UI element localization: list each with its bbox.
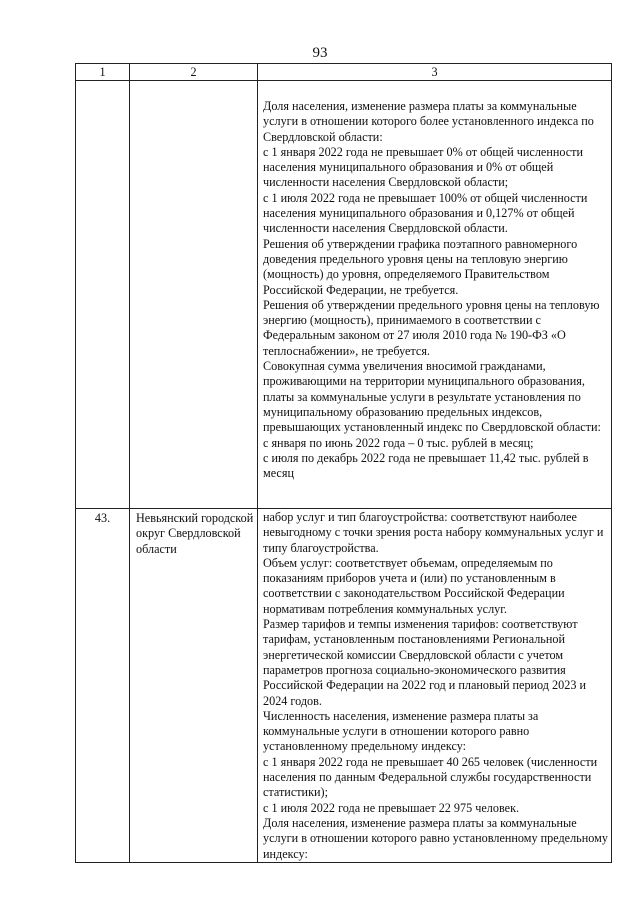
region-cell bbox=[130, 81, 258, 509]
paragraph: с 1 июля 2022 года не превышает 100% от общей численности населения муниципального образования и 0,127% от общей численности населения Свердловской области. bbox=[263, 190, 588, 236]
table-row bbox=[76, 509, 612, 863]
page-number: 93 bbox=[312, 45, 328, 61]
row-number-cell: 43. bbox=[76, 509, 130, 863]
description-cell bbox=[258, 81, 612, 509]
paragraph: Доля населения, изменение размера платы за коммунальные услуги в отношении которого равно установленному предельному индексу: bbox=[263, 815, 608, 861]
table-row bbox=[76, 81, 612, 509]
paragraph: Совокупная сумма увеличения вносимой гражданами, проживающими на территории муниципального образования, платы за коммунальные услуги в результате установления по муниципальному образованию предельных индексов, превышающих установленный индекс по Свердловской области: bbox=[263, 359, 601, 435]
column-header-3: 3 bbox=[258, 64, 612, 81]
paragraph: с 1 июля 2022 года не превышает 22 975 человек. bbox=[263, 800, 520, 815]
paragraph: Объем услуг: соответствует объемам, определяемым по показаниям приборов учета и (или) по установленным в соответствии с законодательством Российской Федерации нормативам потребления коммунальных услуг. bbox=[263, 555, 565, 616]
paragraph: с июля по декабрь 2022 года не превышает 11,42 тыс. рублей в месяц bbox=[263, 450, 589, 481]
paragraph: с января по июнь 2022 года – 0 тыс. рублей в месяц; bbox=[263, 435, 534, 450]
paragraph: с 1 января 2022 года не превышает 40 265 человек (численности населения по данным Федеральной службы государственности статистики); bbox=[263, 754, 598, 800]
paragraph: Численность населения, изменение размера платы за коммунальные услуги в отношении которого равно установленному предельному индексу: bbox=[263, 708, 539, 754]
column-header-2: 2 bbox=[130, 64, 258, 81]
description-cell bbox=[258, 509, 612, 863]
paragraph: Размер тарифов и темпы изменения тарифов: соответствуют тарифам, установленным постановлениями Региональной энергетической комиссии Свердловской области с учетом параметров прогноза социально-экономического развития Российской Федерации на 2022 год и плановый период 2023 и 2024 годов. bbox=[263, 617, 586, 708]
paragraph: Доля населения, изменение размера платы за коммунальные услуги в отношении которого более установленного индекса по Свердловской области: bbox=[263, 99, 594, 144]
column-header-1: 1 bbox=[76, 64, 130, 81]
row-number-cell bbox=[76, 81, 130, 509]
paragraph: с 1 января 2022 года не превышает 0% от общей численности населения муниципального образования и 0% от общей численности населения Свердловской области; bbox=[263, 144, 584, 190]
paragraph: Решения об утверждении предельного уровня цены на тепловую энергию (мощность), принимаемого в соответствии с Федеральным законом от 27 июля 2010 года № 190-ФЗ «О теплоснабжении», не требуется. bbox=[263, 297, 600, 358]
table-header-row bbox=[76, 64, 612, 81]
tariff-table bbox=[75, 63, 612, 863]
paragraph: Решения об утверждении графика поэтапного равномерного доведения предельного уровня цены на тепловую энергию (мощность) до уровня, определяемого Правительством Российской Федерации, не требуется. bbox=[263, 236, 578, 297]
paragraph: набор услуг и тип благоустройства: соответствуют наиболее невыгодному с точки зрения роста набору коммунальных услуг и типу благоустройства. bbox=[263, 510, 604, 555]
region-cell: Невьянский городской округ Свердловской области bbox=[130, 509, 258, 863]
